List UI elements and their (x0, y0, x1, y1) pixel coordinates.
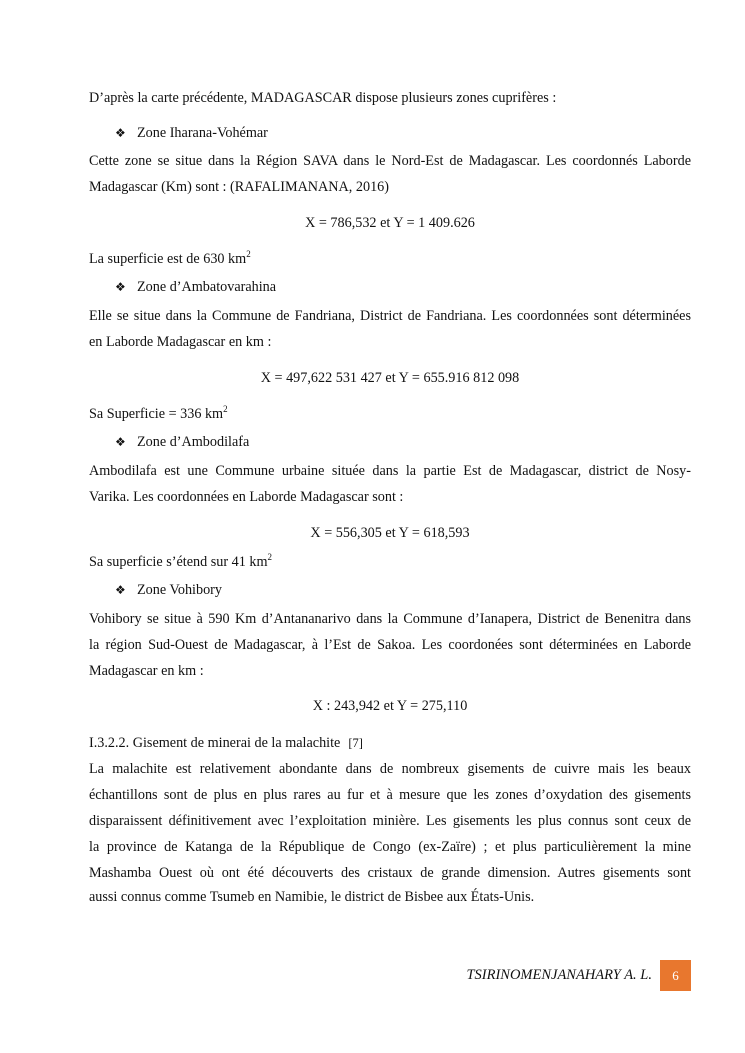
coordinates: X = 556,305 et Y = 618,593 (310, 525, 470, 541)
paragraph-line: Ambodilafa est une Commune urbaine située dans la partie Est de Madagascar, district de Nosy- (89, 463, 691, 479)
area-text: La superficie est de 630 $km^2$ (89, 249, 251, 267)
diamond-bullet-icon: ❖ (115, 435, 126, 449)
zone-heading: ❖ Zone Iharana-Vohémar (115, 125, 268, 141)
paragraph-line: Elle se situe dans la Commune de Fandriana, District de Fandriana. Les coordonnées sont déterminées (89, 308, 691, 324)
paragraph-line: en Laborde Madagascar en km : (89, 334, 272, 350)
page-number: 6 (660, 960, 691, 991)
paragraph-line: échantillons sont de plus en plus rares au fur et à mesure que les zones d’oxydation des gisements (89, 787, 691, 803)
coordinates: X = 497,622 531 427 et Y = 655.916 812 098 (260, 370, 520, 386)
area-text: Sa Superficie = 336 $km^2$ (89, 404, 228, 422)
area-text: Sa superficie s’étend sur 41 $km^2$ (89, 552, 272, 570)
zone-heading: ❖ Zone d’Ambatovarahina (115, 279, 277, 295)
coordinates: X : 243,942 et Y = 275,110 (312, 698, 468, 714)
zone-heading: ❖ Zone d’Ambodilafa (115, 434, 250, 450)
diamond-bullet-icon: ❖ (115, 126, 126, 140)
paragraph-line: La malachite est relativement abondante dans de nombreux gisements de cuivre mais les beaux (89, 761, 691, 777)
paragraph-line: disparaissent définitivement avec l’exploitation minière. Les gisements les plus connus sont ceux de (89, 813, 691, 829)
paragraph-line: Vohibory se situe à 590 Km d’Antananarivo dans la Commune d’Ianapera, District de Benenitra dans (89, 611, 691, 627)
reference: [7] (348, 736, 363, 750)
paragraph-line: Madagascar en km : (89, 663, 204, 679)
diamond-bullet-icon: ❖ (115, 583, 126, 597)
paragraph-line: la province de Katanga de la République de Congo (ex-Zaïre) ; et plus particulièrement la mine (89, 839, 691, 855)
paragraph-line: Cette zone se situe dans la Région SAVA dans le Nord-Est de Madagascar. Les coordonnés Laborde (89, 153, 691, 169)
coordinates: X = 786,532 et Y = 1 409.626 (305, 215, 475, 231)
page-footer (466, 960, 691, 991)
paragraph-line: la région Sud-Ouest de Madagascar, à l’Est de Sakoa. Les coordonées sont déterminées en Laborde (89, 637, 691, 653)
section-heading: I.3.2.2. Gisement de minerai de la malachite [7] (89, 735, 363, 751)
paragraph-line: Madagascar (Km) sont : (RAFALIMANANA, 2016) (89, 179, 389, 195)
paragraph-line: Varika. Les coordonnées en Laborde Madagascar sont : (89, 489, 404, 505)
footer-author: TSIRINOMENJANAHARY A. L. (466, 967, 652, 983)
paragraph-line: Mashamba Ouest où ont été découverts des cristaux de grande dimension. Autres gisements sont (89, 865, 691, 881)
zone-heading: ❖ Zone Vohibory (115, 582, 222, 598)
intro-text: D’après la carte précédente, MADAGASCAR dispose plusieurs zones cuprifères : (89, 90, 557, 106)
diamond-bullet-icon: ❖ (115, 280, 126, 294)
paragraph-line: aussi connus comme Tsumeb en Namibie, le district de Bisbee aux États-Unis. (89, 889, 535, 905)
